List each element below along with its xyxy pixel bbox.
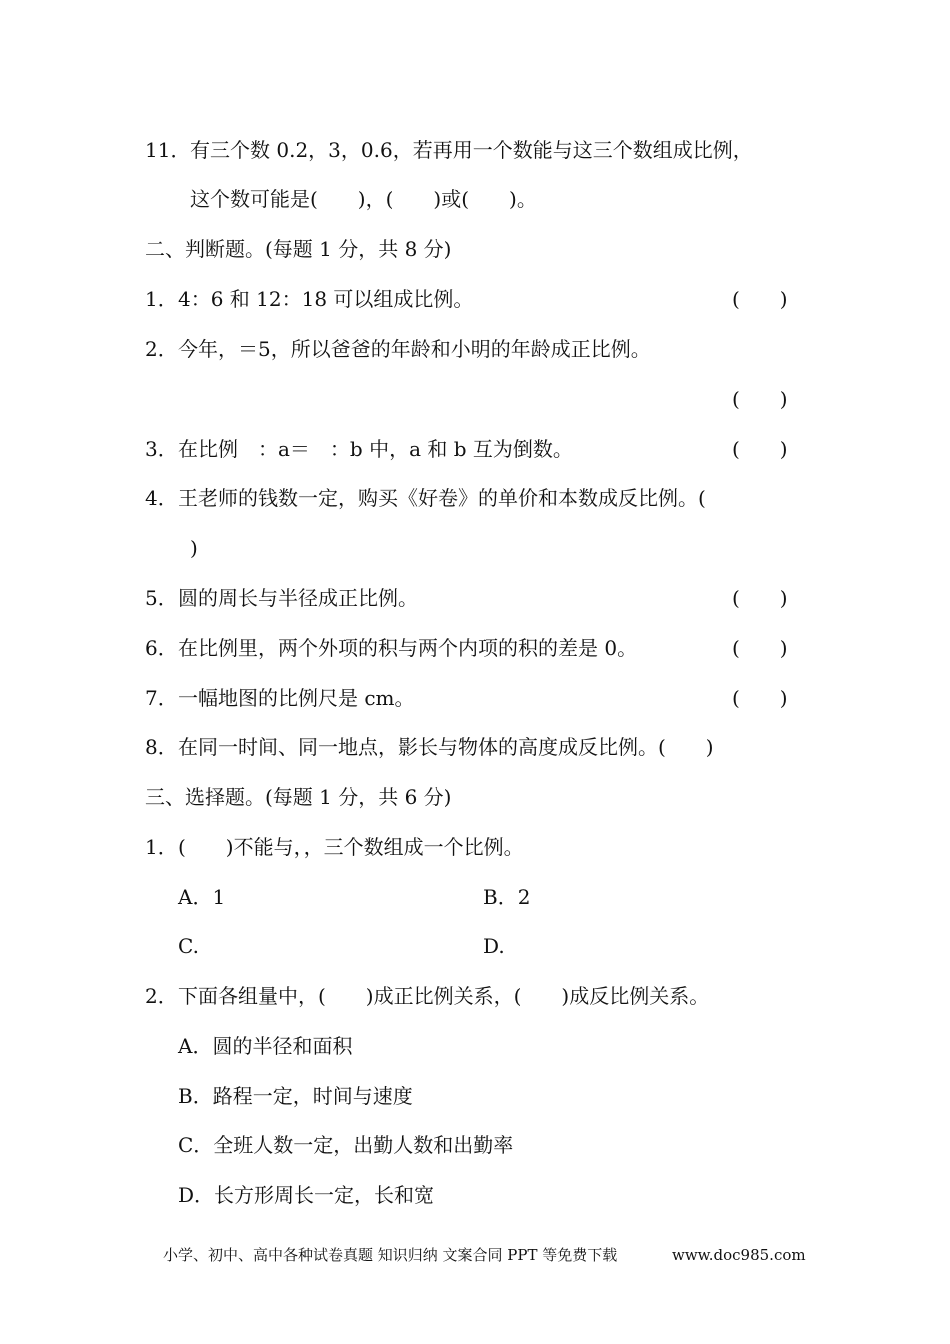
item-text: 在同一时间、同一地点，影长与物体的高度成反比例。( ) — [178, 735, 714, 759]
item-continuation[interactable]: ) — [190, 536, 198, 560]
question-number: 2． — [145, 984, 178, 1008]
section2-heading: 二、判断题。(每题 1 分，共 8 分) — [145, 237, 452, 261]
option-b[interactable]: B．2 — [483, 885, 531, 909]
q11-line2 — [0, 181, 950, 217]
choice-q1-options-row1 — [0, 879, 950, 915]
q11-line1 — [0, 132, 950, 168]
option-a[interactable]: A．1 — [178, 885, 226, 909]
option-d[interactable]: D．长方形周长一定，长和宽 — [178, 1183, 435, 1207]
choice-question-1 — [0, 829, 950, 865]
option-d[interactable]: D. — [483, 934, 505, 958]
q11-continuation: 这个数可能是( )，( )或( )。 — [190, 187, 537, 211]
answer-bracket[interactable]: ( ) — [732, 387, 788, 411]
judgement-item-3 — [0, 431, 950, 467]
answer-bracket[interactable]: ( ) — [732, 287, 788, 311]
choice-q1-options-row2 — [0, 928, 950, 964]
judgement-item-6 — [0, 630, 950, 666]
item-number: 8． — [145, 735, 178, 759]
page-footer — [0, 1243, 950, 1267]
item-text: 在比例 ：a＝ ：b 中，a 和 b 互为倒数。 — [178, 437, 573, 461]
item-number: 4． — [145, 486, 178, 510]
choice-q2-option-a — [0, 1028, 950, 1064]
option-a[interactable]: A．圆的半径和面积 — [178, 1034, 353, 1058]
question-number: 1． — [145, 835, 178, 859]
question-text: ( )不能与，，三个数组成一个比例。 — [178, 835, 524, 859]
choice-q2-option-b — [0, 1078, 950, 1114]
item-number: 2． — [145, 337, 178, 361]
choice-question-2 — [0, 978, 950, 1014]
q11-number: 11． — [145, 138, 191, 162]
judgement-item-8 — [0, 729, 950, 765]
item-text: 一幅地图的比例尺是 cm。 — [178, 686, 415, 710]
choice-q2-option-c — [0, 1127, 950, 1163]
option-b[interactable]: B．路程一定，时间与速度 — [178, 1084, 413, 1108]
judgement-item-2 — [0, 331, 950, 367]
choice-q2-option-d — [0, 1177, 950, 1213]
answer-bracket[interactable]: ( ) — [732, 636, 788, 660]
judgement-item-4-continuation — [0, 530, 950, 566]
q11-text: 有三个数 0.2，3，0.6，若再用一个数能与这三个数组成比例， — [190, 138, 753, 162]
judgement-item-7 — [0, 680, 950, 716]
question-text: 下面各组量中，( )成正比例关系，( )成反比例关系。 — [178, 984, 710, 1008]
judgement-item-2-bracket-line — [0, 381, 950, 417]
section3-heading: 三、选择题。(每题 1 分，共 6 分) — [145, 785, 452, 809]
option-c[interactable]: C. — [178, 934, 199, 958]
judgement-item-4 — [0, 480, 950, 516]
footer-url[interactable]: www.doc985.com — [672, 1246, 806, 1264]
answer-bracket[interactable]: ( ) — [732, 686, 788, 710]
item-number: 3． — [145, 437, 178, 461]
item-text: 在比例里，两个外项的积与两个内项的积的差是 0。 — [178, 636, 638, 660]
judgement-item-1 — [0, 281, 950, 317]
judgement-item-5 — [0, 580, 950, 616]
item-number: 6． — [145, 636, 178, 660]
answer-bracket[interactable]: ( ) — [732, 437, 788, 461]
item-text: 今年，＝5，所以爸爸的年龄和小明的年龄成正比例。 — [178, 337, 651, 361]
footer-text: 小学、初中、高中各种试卷真题 知识归纳 文案合同 PPT 等免费下载 — [163, 1246, 618, 1264]
option-c[interactable]: C．全班人数一定，出勤人数和出勤率 — [178, 1133, 514, 1157]
item-text: 4：6 和 12：18 可以组成比例。 — [178, 287, 474, 311]
item-number: 1． — [145, 287, 178, 311]
section-heading-choice — [0, 779, 950, 815]
item-text: 圆的周长与半径成正比例。 — [178, 586, 418, 610]
item-text: 王老师的钱数一定，购买《好卷》的单价和本数成反比例。( — [178, 486, 706, 510]
item-number: 7． — [145, 686, 178, 710]
item-number: 5． — [145, 586, 178, 610]
section-heading-judgement — [0, 231, 950, 267]
answer-bracket[interactable]: ( ) — [732, 586, 788, 610]
